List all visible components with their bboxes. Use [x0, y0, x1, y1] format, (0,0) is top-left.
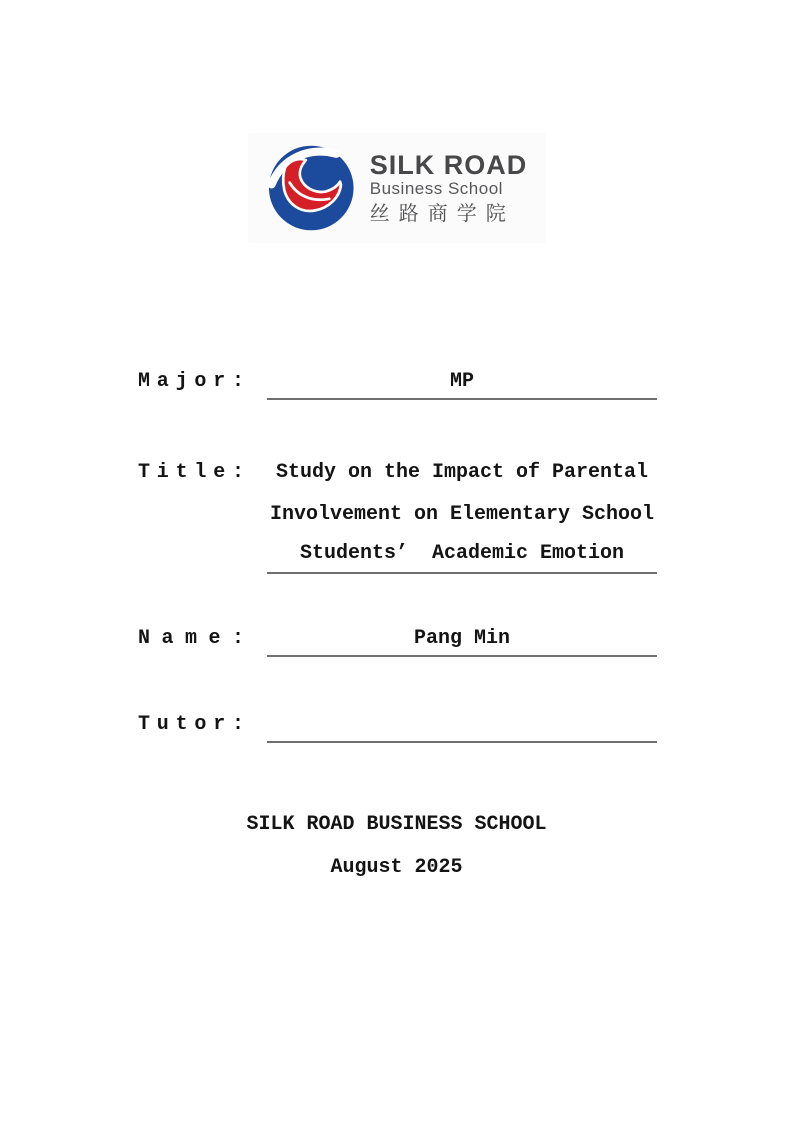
- title-line-2: Involvement on Elementary School: [269, 503, 655, 526]
- name-value-line: Pang Min: [267, 626, 657, 657]
- title-line-3: Students’ Academic Emotion: [267, 536, 657, 574]
- footer-school-name: SILK ROAD BUSINESS SCHOOL: [246, 813, 547, 836]
- footer-date: August 2025: [330, 856, 463, 879]
- tutor-value-line: [267, 712, 657, 743]
- major-value-line: MP: [267, 369, 657, 400]
- logo-subtitle: Business School: [369, 179, 503, 199]
- silk-road-bird-logo-icon: [266, 143, 356, 233]
- school-logo: [248, 133, 546, 243]
- major-label: M a j o r :: [138, 370, 244, 393]
- logo-text-block: [370, 151, 528, 225]
- tutor-label: T u t o r :: [138, 713, 244, 736]
- logo-chinese-name: 丝路商学院: [369, 203, 515, 226]
- title-label: T i t l e :: [138, 461, 244, 484]
- title-line-1: Study on the Impact of Parental: [275, 461, 649, 484]
- title-value-block: [267, 452, 657, 574]
- name-label: N a m e :: [138, 627, 244, 650]
- logo-title: SILK ROAD: [369, 149, 528, 180]
- footer-block: [0, 803, 793, 889]
